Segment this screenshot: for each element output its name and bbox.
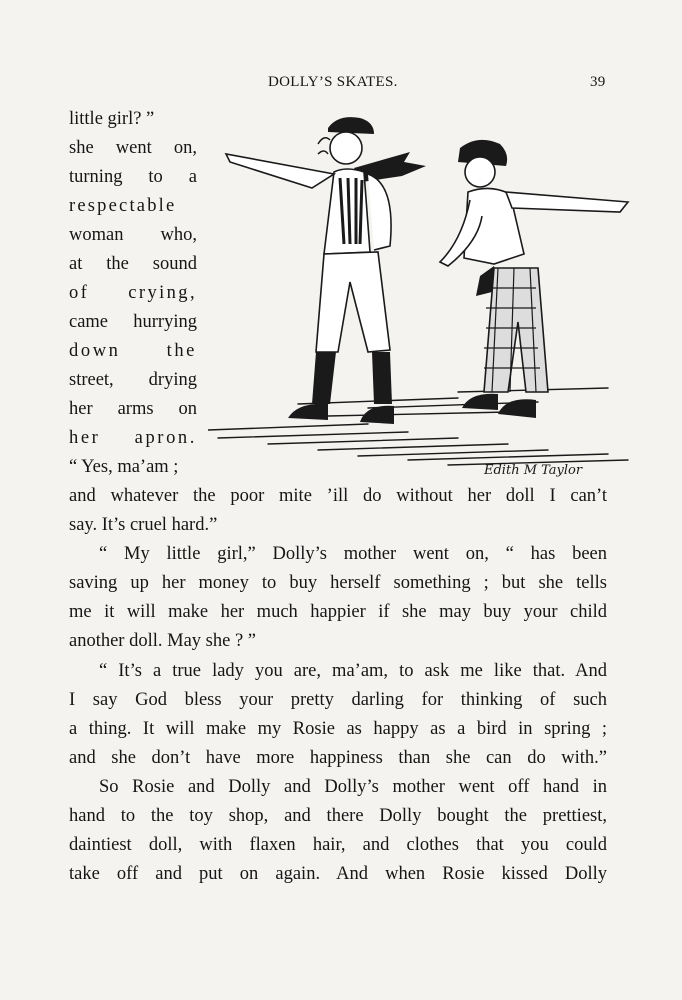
text-line: her arms on [69,399,197,419]
text-line: take off and put on again. And when Rosie kissed Dolly [69,864,607,885]
text-line: of crying, [69,283,197,303]
text-line: down the [69,341,197,361]
page-number: 39 [590,74,606,90]
text-line: woman who, [69,225,197,245]
body-text [69,482,607,889]
text-line: I say God bless your pretty darling for thinking of such [69,689,607,710]
illustrator-signature: Edith M Taylor [484,463,583,478]
text-line: “ My little girl,” Dolly’s mother went on, “ has been [99,544,607,565]
text-line: her apron. [69,428,197,448]
text-line: came hurrying [69,312,197,332]
text-line: hand to the toy shop, and there Dolly bought the prettiest, [69,806,607,827]
text-line: saving up her money to buy herself something ; but she tells [69,573,607,594]
text-line: turning to a [69,167,197,187]
text-line: daintiest doll, with flaxen hair, and clothes that you could [69,835,607,856]
text-line: she went on, [69,138,197,158]
skating-boys-illustration [208,108,646,488]
page-header [0,74,682,96]
text-line: “ Yes, ma’am ; [69,457,179,477]
text-line: street, drying [69,370,197,390]
text-line: and she don’t have more happiness than she can do with.” [69,747,607,768]
text-line: respectable [69,196,177,216]
text-line: “ It’s a true lady you are, ma’am, to ask me like that. And [99,660,607,681]
text-line: at the sound [69,254,197,274]
text-line: little girl? ” [69,109,155,129]
text-line: say. It’s cruel hard.” [69,515,218,536]
text-line: and whatever the poor mite ’ill do without her doll I can’t [69,486,607,506]
running-title: DOLLY’S SKATES. [268,74,398,90]
boy-right-figure [440,140,628,418]
text-line: So Rosie and Dolly and Dolly’s mother went off hand in [99,776,607,797]
text-line: another doll. May she ? ” [69,631,256,652]
boy-left-figure [226,117,426,424]
narrow-text-column [69,105,197,482]
text-line: me it will make her much happier if she may buy your child [69,602,607,623]
text-line: a thing. It will make my Rosie as happy as a bird in spring ; [69,718,607,739]
